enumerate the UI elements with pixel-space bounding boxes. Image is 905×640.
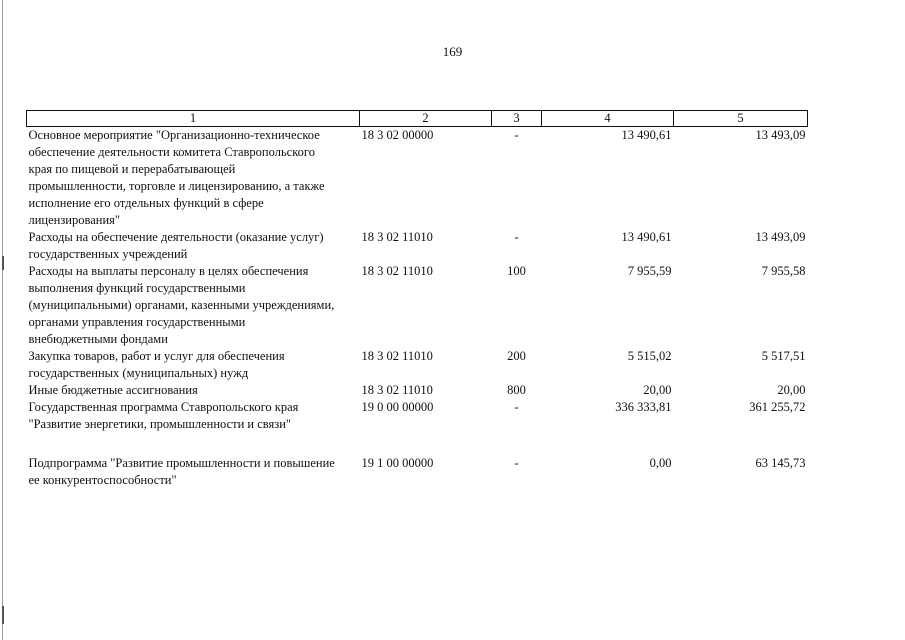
row-name: Основное мероприятие "Организационно-техническое обеспечение деятельности комитета Ставропольского края по пищевой и перерабатывающей промышленности, торговле и лицензированию, а также исполнение его отдельных функций в сфере лицензирования" — [28, 128, 325, 227]
row-vr: - — [514, 456, 519, 470]
row-code: 19 1 00 00000 — [361, 456, 434, 470]
column-header-sum-1: 4 — [542, 111, 674, 127]
table-spacer-row — [27, 433, 808, 455]
table-row — [27, 263, 808, 348]
scan-edge-mark — [2, 606, 4, 624]
scan-edge-line — [2, 0, 3, 640]
row-vr: 100 — [507, 264, 526, 278]
row-sum-1: 13 490,61 — [621, 128, 672, 142]
table-row — [27, 399, 808, 433]
table-row — [27, 127, 808, 230]
scan-edge-mark — [2, 256, 4, 270]
row-sum-2: 20,00 — [777, 383, 806, 397]
table-header-row — [27, 111, 808, 127]
row-name: Закупка товаров, работ и услуг для обеспечения государственных (муниципальных) нужд — [28, 349, 285, 380]
row-sum-1: 13 490,61 — [621, 230, 672, 244]
row-code: 18 3 02 11010 — [361, 383, 433, 397]
row-sum-1: 5 515,02 — [627, 349, 672, 363]
row-vr: 800 — [507, 383, 526, 397]
row-code: 18 3 02 11010 — [361, 349, 433, 363]
row-vr: - — [514, 230, 519, 244]
row-name: Подпрограмма "Развитие промышленности и повышение ее конкурентоспособности" — [28, 456, 335, 487]
row-sum-1: 20,00 — [643, 383, 672, 397]
row-vr: - — [514, 128, 519, 142]
column-header-name: 1 — [27, 111, 360, 127]
row-sum-2: 63 145,73 — [755, 456, 806, 470]
row-name: Расходы на обеспечение деятельности (оказание услуг) государственных учреждений — [28, 230, 324, 261]
row-sum-1: 336 333,81 — [615, 400, 672, 414]
row-sum-2: 361 255,72 — [749, 400, 806, 414]
row-code: 18 3 02 00000 — [361, 128, 434, 142]
row-sum-1: 7 955,59 — [627, 264, 672, 278]
row-code: 18 3 02 11010 — [361, 264, 433, 278]
row-name: Государственная программа Ставропольского края "Развитие энергетики, промышленности и связи" — [28, 400, 299, 431]
spacer-cell — [27, 433, 808, 455]
row-sum-2: 13 493,09 — [755, 230, 806, 244]
column-header-vr: 3 — [492, 111, 542, 127]
budget-table — [26, 110, 808, 489]
row-sum-1: 0,00 — [649, 456, 672, 470]
table-row — [27, 229, 808, 263]
row-name: Иные бюджетные ассигнования — [28, 383, 198, 397]
table-row — [27, 348, 808, 382]
row-vr: - — [514, 400, 519, 414]
table-row — [27, 382, 808, 399]
row-code: 18 3 02 11010 — [361, 230, 433, 244]
row-sum-2: 7 955,58 — [761, 264, 806, 278]
row-name: Расходы на выплаты персоналу в целях обеспечения выполнения функций государственными (муниципальными) органами, казенными учреждениями, органами управления государственными внебюджетными фондами — [28, 264, 335, 346]
page-number: 169 — [442, 44, 463, 59]
row-sum-2: 5 517,51 — [761, 349, 806, 363]
table-row — [27, 455, 808, 489]
row-code: 19 0 00 00000 — [361, 400, 434, 414]
column-header-sum-2: 5 — [674, 111, 808, 127]
column-header-code: 2 — [360, 111, 492, 127]
row-sum-2: 13 493,09 — [755, 128, 806, 142]
row-vr: 200 — [507, 349, 526, 363]
